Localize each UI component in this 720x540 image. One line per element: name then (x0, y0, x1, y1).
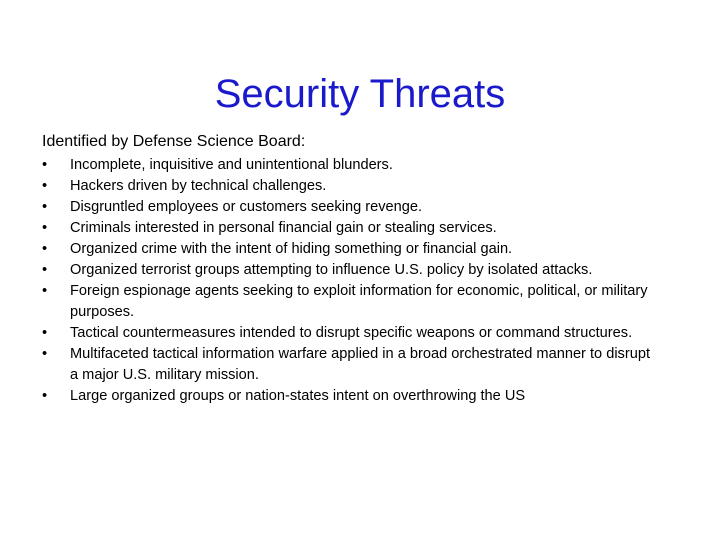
bullet-text: Criminals interested in personal financial gain or stealing services. (70, 220, 497, 236)
bullet-icon: • (42, 199, 48, 215)
bullet-item (42, 197, 662, 218)
bullet-text: Organized crime with the intent of hiding something or financial gain. (70, 241, 513, 257)
bullet-text: Multifaceted tactical information warfare applied in a broad orchestrated manner to disrupt a major U.S. military mission. (70, 346, 651, 383)
bullet-text: Foreign espionage agents seeking to exploit information for economic, political, or military purposes. (70, 283, 648, 320)
slide-title: Security Threats (214, 72, 506, 116)
bullet-item (42, 344, 662, 386)
bullet-text: Large organized groups or nation-states intent on overthrowing the US (70, 388, 526, 404)
bullet-icon: • (42, 220, 48, 236)
bullet-text: Organized terrorist groups attempting to influence U.S. policy by isolated attacks. (70, 262, 593, 278)
bullet-icon: • (42, 346, 48, 362)
bullet-item (42, 386, 662, 407)
bullet-text: Incomplete, inquisitive and unintentional blunders. (70, 157, 393, 173)
bullet-item (42, 260, 662, 281)
bullet-icon: • (42, 262, 48, 278)
bullet-list (42, 155, 662, 407)
bullet-text: Tactical countermeasures intended to disrupt specific weapons or command structures. (70, 325, 633, 341)
bullet-item (42, 323, 662, 344)
bullet-icon: • (42, 178, 48, 194)
bullet-icon: • (42, 283, 48, 299)
bullet-item (42, 218, 662, 239)
bullet-text: Disgruntled employees or customers seeking revenge. (70, 199, 423, 215)
bullet-icon: • (42, 157, 48, 173)
bullet-item (42, 239, 662, 260)
bullet-item (42, 176, 662, 197)
bullet-icon: • (42, 241, 48, 257)
bullet-text: Hackers driven by technical challenges. (70, 178, 327, 194)
slide-subtitle: Identified by Defense Science Board: (42, 133, 306, 150)
bullet-icon: • (42, 388, 48, 404)
bullet-item (42, 281, 662, 323)
bullet-icon: • (42, 325, 48, 341)
bullet-item (42, 155, 662, 176)
